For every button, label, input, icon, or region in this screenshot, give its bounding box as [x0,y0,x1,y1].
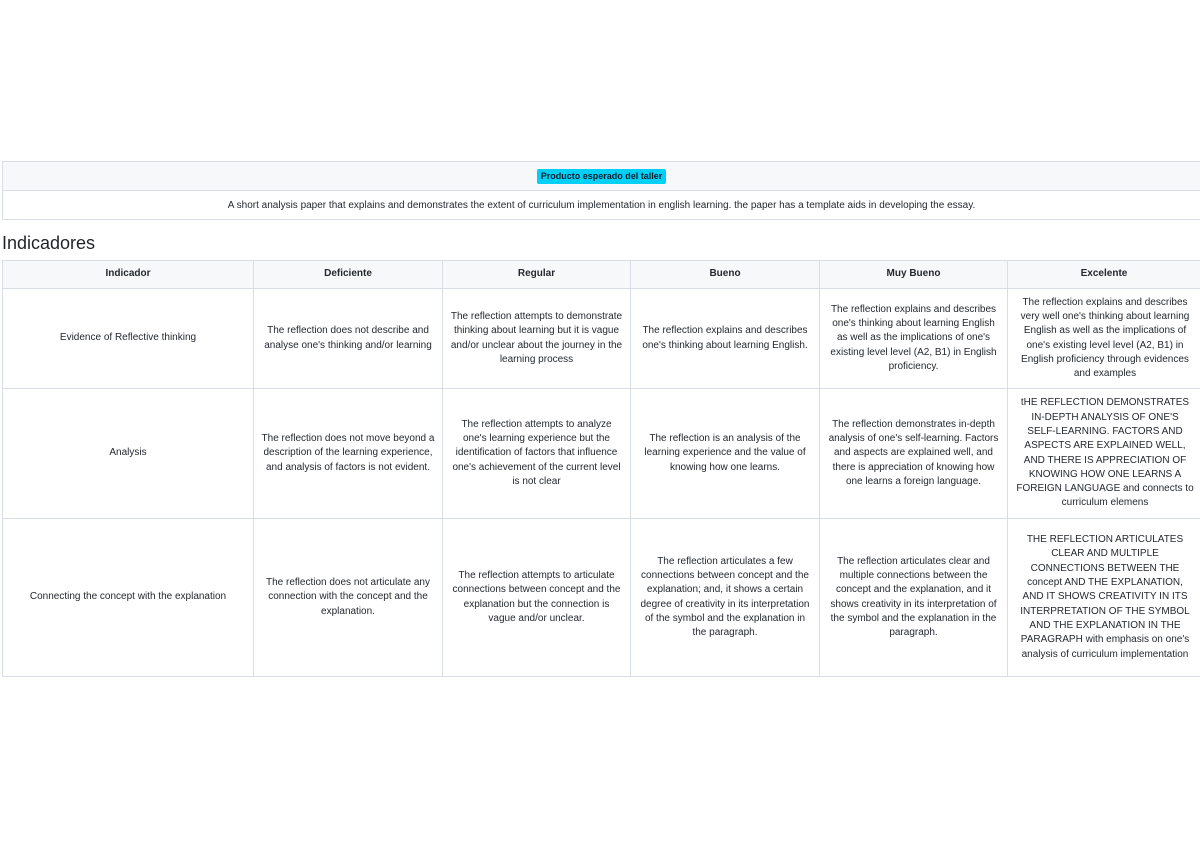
product-table [2,161,1200,220]
table-row [3,389,1200,519]
muy-bueno-cell: The reflection explains and describes one's thinking about learning English as well as the implications of one's existing level level (A2, B1) in English proficiency. [820,289,1008,389]
product-header-row [3,162,1200,191]
table-row [3,289,1200,389]
header-muy-bueno: Muy Bueno [820,261,1008,289]
bueno-cell: The reflection articulates a few connections between concept and the explanation; and, it shows a certain degree of creativity in its interpretation of the symbol and the explanation in the paragraph. [631,519,820,677]
bueno-cell: The reflection explains and describes one's thinking about learning English. [631,289,820,389]
product-badge: Producto esperado del taller [537,169,667,184]
bueno-cell: The reflection is an analysis of the learning experience and the value of knowing how one learns. [631,389,820,519]
section-title: Indicadores [2,233,96,253]
header-excelente: Excelente [1008,261,1200,289]
product-description: A short analysis paper that explains and demonstrates the extent of curriculum implementation in english learning. the paper has a template aids in developing the essay. [3,191,1200,220]
excelente-cell: The reflection explains and describes very well one's thinking about learning English as well as the implications of one's existing level level (A2, B1) in English proficiency through evidences and examples [1008,289,1200,389]
indicator-cell: Connecting the concept with the explanation [3,519,254,677]
table-row [3,519,1200,677]
muy-bueno-cell: The reflection articulates clear and multiple connections between the concept and the explanation, and it shows creativity in its interpretation of the symbol and the explanation in the paragraph. [820,519,1008,677]
product-body-row [3,191,1200,220]
indicator-cell: Evidence of Reflective thinking [3,289,254,389]
header-deficiente: Deficiente [254,261,443,289]
muy-bueno-cell: The reflection demonstrates in-depth analysis of one's self-learning. Factors and aspects are explained well, and there is appreciation of knowing how one learns a foreign language. [820,389,1008,519]
regular-cell: The reflection attempts to articulate connections between concept and the explanation but the connection is vague and/or unclear. [443,519,631,677]
header-regular: Regular [443,261,631,289]
rubric-header-row [3,261,1200,289]
excelente-cell: THE REFLECTION ARTICULATES CLEAR AND MULTIPLE CONNECTIONS BETWEEN THE concept AND THE EXPLANATION, AND IT SHOWS CREATIVITY IN ITS INTERPRETATION OF THE SYMBOL AND THE EXPLANATION IN THE PARAGRAPH with emphasis on one's analysis of curriculum implementation [1008,519,1200,677]
deficiente-cell: The reflection does not move beyond a description of the learning experience, and analysis of factors is not evident. [254,389,443,519]
product-header-cell [3,162,1200,191]
excelente-cell: tHE REFLECTION DEMONSTRATES IN-DEPTH ANALYSIS OF ONE'S SELF-LEARNING. FACTORS AND ASPECTS ARE EXPLAINED WELL, AND THERE IS APPRECIATION OF KNOWING HOW ONE LEARNS A FOREIGN LANGUAGE and connects to curriculum elemens [1008,389,1200,519]
header-bueno: Bueno [631,261,820,289]
rubric-table [2,260,1200,677]
regular-cell: The reflection attempts to analyze one's learning experience but the identification of factors that influence one's achievement of the current level is not clear [443,389,631,519]
regular-cell: The reflection attempts to demonstrate thinking about learning but it is vague and/or unclear about the journey in the learning process [443,289,631,389]
indicator-cell: Analysis [3,389,254,519]
header-indicador: Indicador [3,261,254,289]
deficiente-cell: The reflection does not describe and analyse one's thinking and/or learning [254,289,443,389]
deficiente-cell: The reflection does not articulate any connection with the concept and the explanation. [254,519,443,677]
